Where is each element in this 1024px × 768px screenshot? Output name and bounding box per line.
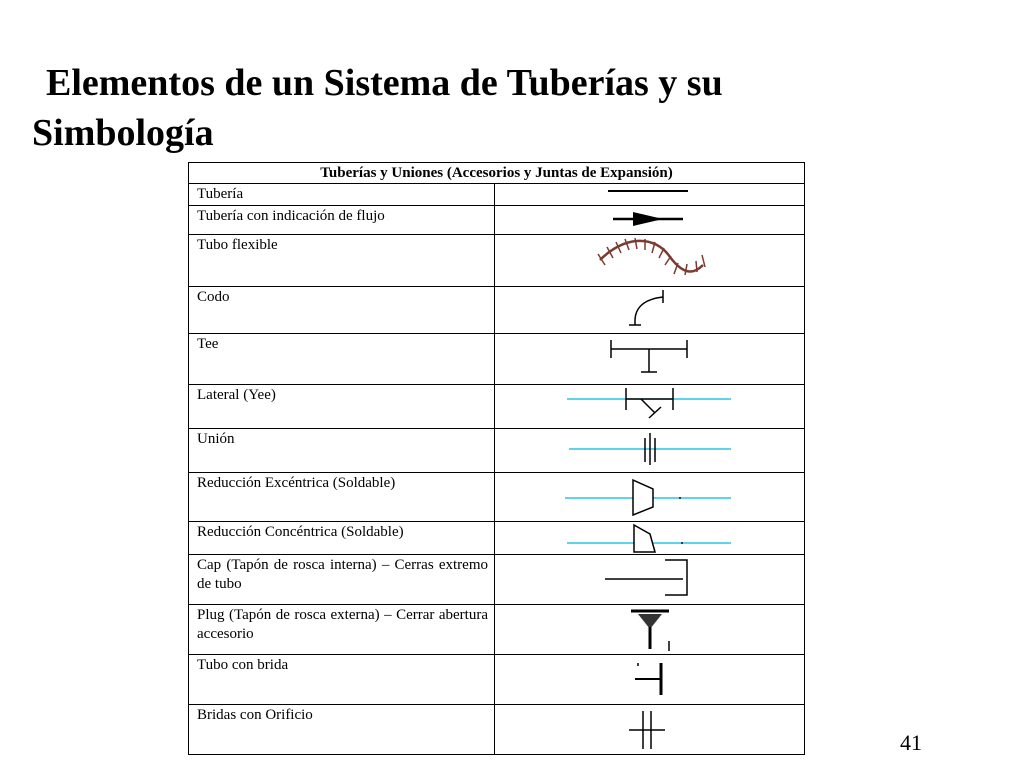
lateral-yee-icon <box>495 385 805 429</box>
table-row <box>189 334 805 385</box>
table-row <box>189 655 805 705</box>
row-label: Cap (Tapón de rosca interna) – Cerras extremo de tubo <box>189 555 495 605</box>
symbol-cell <box>495 235 805 287</box>
row-label: Tee <box>189 334 495 385</box>
flanged-pipe-icon <box>495 655 805 705</box>
symbol-cell <box>495 184 805 206</box>
row-label: Reducción Excéntrica (Soldable) <box>189 473 495 522</box>
row-label: Unión <box>189 429 495 473</box>
elbow-icon <box>495 287 805 334</box>
symbol-cell <box>495 473 805 522</box>
symbol-cell <box>495 206 805 235</box>
page-number: 41 <box>900 730 922 755</box>
symbol-cell <box>495 334 805 385</box>
symbols-table-1 <box>188 162 805 522</box>
symbol-cell <box>495 385 805 429</box>
symbol-cell <box>495 705 805 755</box>
table-row <box>189 473 805 522</box>
title-line-1: Elementos de un Sistema de Tuberías y su <box>46 62 723 104</box>
slide-title <box>32 58 932 158</box>
table-row <box>189 287 805 334</box>
concentric-reducer-icon <box>495 522 805 555</box>
row-label: Tubería con indicación de flujo <box>189 206 495 235</box>
union-icon <box>495 429 805 473</box>
table-row <box>189 605 805 655</box>
row-label: Tubo con brida <box>189 655 495 705</box>
title-line-2: Simbología <box>32 112 214 154</box>
table-row <box>189 555 805 605</box>
symbol-cell <box>495 655 805 705</box>
symbol-cell <box>495 522 805 555</box>
orifice-flanges-icon <box>495 705 805 755</box>
row-label: Bridas con Orificio <box>189 705 495 755</box>
table-row <box>189 206 805 235</box>
symbol-cell <box>495 287 805 334</box>
table-row <box>189 429 805 473</box>
tee-icon <box>495 334 805 385</box>
flexible-tube-icon <box>495 235 805 287</box>
row-label: Tubería <box>189 184 495 206</box>
table-row <box>189 184 805 206</box>
cap-icon <box>495 555 805 605</box>
row-label: Reducción Concéntrica (Soldable) <box>189 522 495 555</box>
row-label: Lateral (Yee) <box>189 385 495 429</box>
table-header: Tuberías y Uniones (Accesorios y Juntas de Expansión) <box>189 163 805 184</box>
eccentric-reducer-icon <box>495 473 805 522</box>
symbol-cell <box>495 555 805 605</box>
symbol-cell <box>495 429 805 473</box>
flow-arrow-icon <box>495 206 805 235</box>
row-label: Plug (Tapón de rosca externa) – Cerrar abertura accesorio <box>189 605 495 655</box>
plug-icon <box>495 605 805 655</box>
row-label: Codo <box>189 287 495 334</box>
row-label: Tubo flexible <box>189 235 495 287</box>
pipe-line-icon <box>495 184 805 206</box>
symbol-cell <box>495 605 805 655</box>
table-row <box>189 235 805 287</box>
table-row <box>189 385 805 429</box>
table-row <box>189 705 805 755</box>
table-row <box>189 522 805 555</box>
symbols-table-2 <box>188 521 805 755</box>
